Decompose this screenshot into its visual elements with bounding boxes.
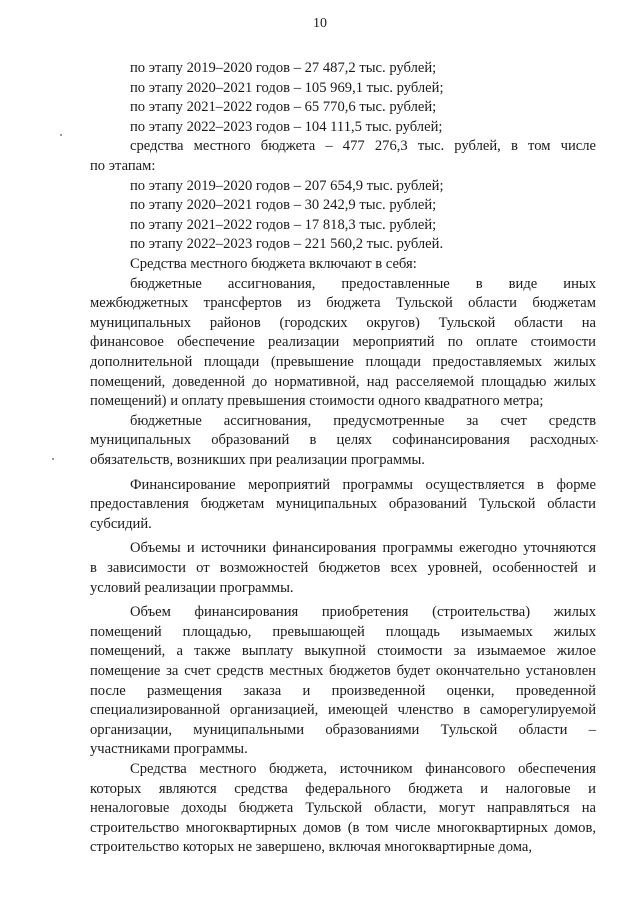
text-line: по этапам:: [90, 158, 156, 174]
text-line: участниками программы.: [90, 741, 248, 757]
text-line: межбюджетных трансфертов из бюджета Тульской области бюджетам: [90, 295, 596, 311]
text-line: Финансирование мероприятий программы осуществляется в форме: [130, 477, 596, 493]
text-line: помещений, а также выплату выкупной стоимости за изымаемое жилое: [90, 643, 596, 659]
scan-speck: [596, 440, 598, 442]
text-line: по этапу 2021–2022 годов – 17 818,3 тыс. рублей;: [130, 217, 437, 233]
text-line: по этапу 2022–2023 годов – 104 111,5 тыс. рублей;: [130, 119, 443, 135]
text-line: организации, муниципальными образованиями Тульской области –: [90, 722, 596, 738]
text-line: предоставления бюджетам муниципальных образований Тульской области: [90, 496, 596, 512]
text-line: Средства местного бюджета включают в себя:: [130, 256, 417, 272]
text-line: помещений площадью, превышающей площадь изымаемых жилых: [90, 624, 596, 640]
text-line: Средства местного бюджета, источником финансового обеспечения: [130, 761, 596, 777]
scan-speck: [60, 134, 62, 136]
text-line: дополнительной площади (превышение площади предоставляемых жилых: [90, 354, 596, 370]
text-line: финансовое обеспечение реализации мероприятий по оплате стоимости: [90, 334, 596, 350]
text-line: после размещения заказа и произведенной оценки, проведенной: [90, 683, 596, 699]
text-line: помещение за счет средств местных бюджетов будет окончательно установлен: [90, 663, 596, 679]
text-line: муниципальных образований в целях софинансирования расходных: [90, 432, 596, 448]
text-line: по этапу 2021–2022 годов – 65 770,6 тыс. рублей;: [130, 99, 437, 115]
text-line: Объемы и источники финансирования программы ежегодно уточняются: [130, 540, 596, 556]
text-line: условий реализации программы.: [90, 580, 294, 596]
text-line: в зависимости от возможностей бюджетов всех уровней, особенностей и: [90, 560, 596, 576]
text-line: средства местного бюджета – 477 276,3 тыс. рублей, в том числе: [130, 138, 596, 154]
text-line: бюджетные ассигнования, предусмотренные за счет средств: [130, 413, 596, 429]
text-line: муниципальных районов (городских округов) Тульской области на: [90, 315, 596, 331]
text-line: которых являются средства федерального бюджета и налоговые и: [90, 781, 596, 797]
text-line: специализированной организацией, имеющей членство в саморегулируемой: [90, 702, 596, 718]
text-line: Объем финансирования приобретения (строительства) жилых: [130, 604, 596, 620]
text-line: бюджетные ассигнования, предоставленные в виде иных: [130, 276, 596, 292]
text-line: строительство которых не завершено, включая многоквартирные дома,: [90, 839, 533, 855]
text-line: помещений, доведенной до нормативной, над расселяемой площадью жилых: [90, 374, 596, 390]
text-line: по этапу 2019–2020 годов – 207 654,9 тыс. рублей;: [130, 178, 444, 194]
text-line: строительство многоквартирных домов (в том числе многоквартирных домов,: [90, 820, 596, 836]
text-line: по этапу 2022–2023 годов – 221 560,2 тыс. рублей.: [130, 236, 444, 252]
text-line: помещений) и оплату превышения стоимости одного квадратного метра;: [90, 393, 544, 409]
page-number: 10: [313, 16, 327, 31]
text-line: обязательств, возникших при реализации программы.: [90, 452, 425, 468]
scan-speck: [52, 458, 54, 460]
text-line: по этапу 2020–2021 годов – 105 969,1 тыс. рублей;: [130, 80, 444, 96]
text-line: по этапу 2019–2020 годов – 27 487,2 тыс. рублей;: [130, 60, 437, 76]
text-line: неналоговые доходы бюджета Тульской области, могут направляться на: [90, 800, 596, 816]
text-line: субсидий.: [90, 516, 152, 532]
text-line: по этапу 2020–2021 годов – 30 242,9 тыс. рублей;: [130, 197, 437, 213]
